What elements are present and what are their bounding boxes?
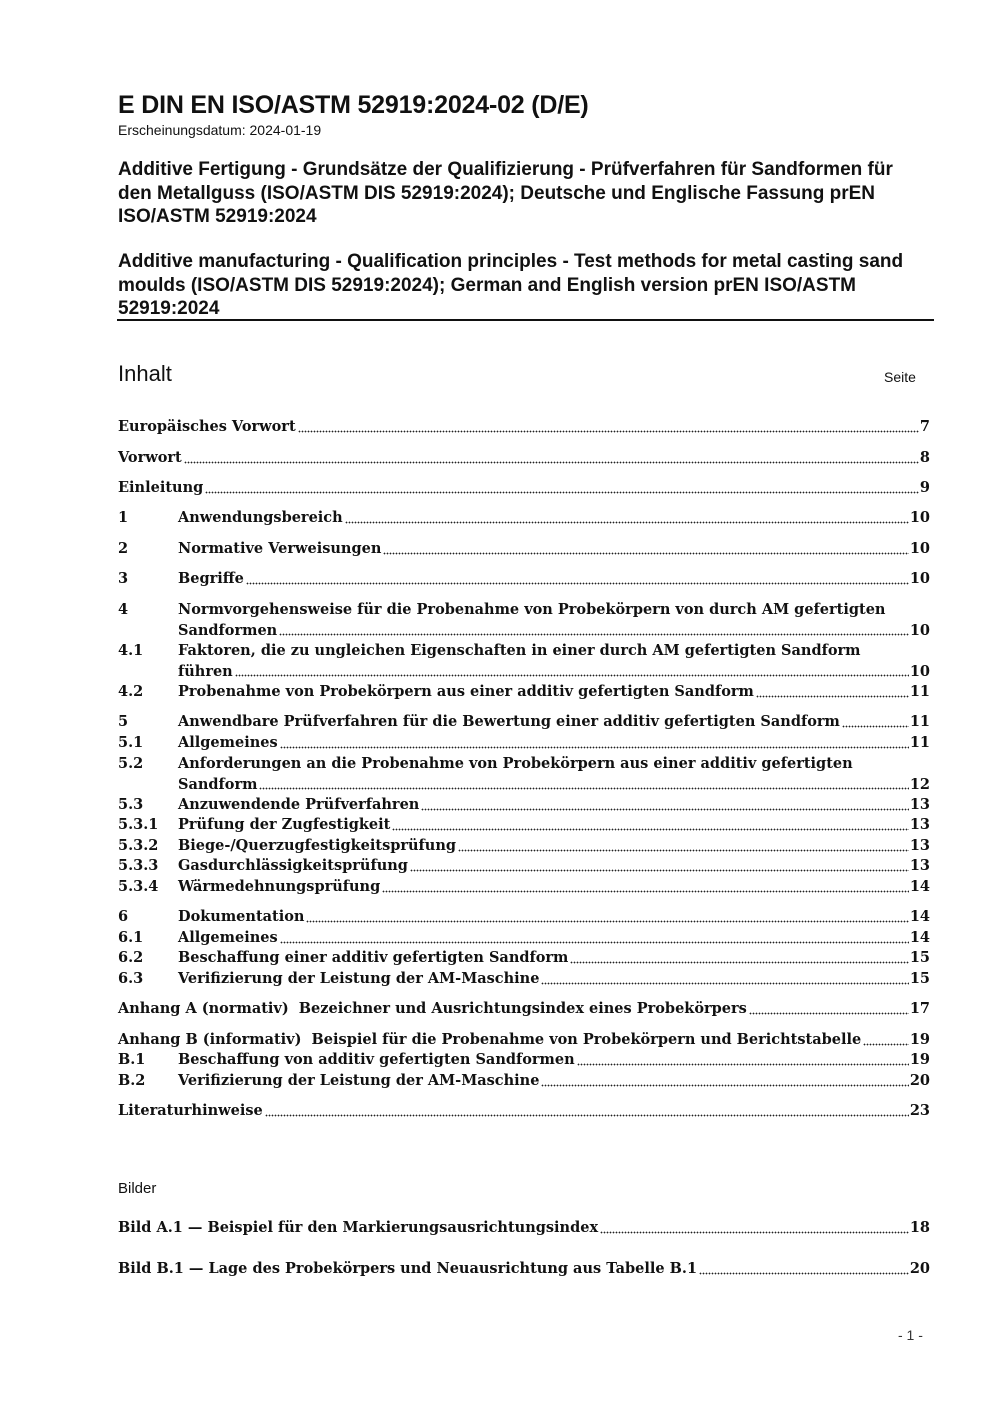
toc-entry-page: 10 xyxy=(909,540,930,557)
document-id: E DIN EN ISO/ASTM 52919:2024-02 (D/E) xyxy=(118,91,589,119)
toc-entry-text: Anhang A (normativ) Bezeichner und Ausrichtungsindex eines Probekörpers xyxy=(118,1000,747,1017)
toc-entry-number: 4 xyxy=(118,601,129,618)
toc-page-column-label: Seite xyxy=(884,369,916,385)
leader-dots xyxy=(184,459,919,464)
figure-entry-b-1[interactable] xyxy=(118,1259,930,1280)
toc-entry-number: B.2 xyxy=(118,1072,146,1089)
toc-entry-text: führen xyxy=(178,662,233,680)
toc-entry-text-line1: Anforderungen an die Probenahme von Probekörpern aus einer additiv gefertigten xyxy=(178,755,853,772)
leader-dots xyxy=(235,672,909,677)
toc-entry-number: 4.2 xyxy=(118,683,144,700)
toc-entry-number: 5 xyxy=(118,713,129,730)
toc-entry-text: Probenahme von Probekörpern aus einer additiv gefertigten Sandform xyxy=(178,683,754,700)
toc-entry-number: 4.1 xyxy=(118,642,144,659)
toc-entry-page: 14 xyxy=(909,929,930,946)
toc-entry-page: 11 xyxy=(909,734,930,751)
toc-entry-page: 15 xyxy=(909,970,930,987)
figure-entry-text: Bild B.1 — Lage des Probekörpers und Neuausrichtung aus Tabelle B.1 xyxy=(118,1260,698,1277)
toc-entry-text: Anhang B (informativ) Beispiel für die Probenahme von Probekörpern und Berichtstabelle xyxy=(118,1031,862,1048)
toc-entry-5-3-3[interactable] xyxy=(118,856,930,877)
toc-entry-number: 5.3.4 xyxy=(118,878,159,895)
leader-dots xyxy=(749,1010,909,1015)
toc-entry-text-line1: Normvorgehensweise für die Probenahme von Probekörpern von durch AM gefertigten xyxy=(178,601,886,618)
leader-dots xyxy=(280,744,909,749)
toc-entry-page: 20 xyxy=(909,1072,930,1089)
toc-entry-page: 11 xyxy=(909,713,930,730)
toc-entry-text: Literaturhinweise xyxy=(118,1102,263,1119)
leader-dots xyxy=(246,580,909,585)
toc-entry-5-3-1[interactable] xyxy=(118,815,930,836)
toc-entry-europaeisches-vorwort[interactable] xyxy=(118,417,930,438)
toc-entry-4-2[interactable] xyxy=(118,682,930,703)
toc-entry-text: Wärmedehnungsprüfung xyxy=(178,878,381,895)
toc-entry-number: B.1 xyxy=(118,1051,146,1068)
toc-entry-5-1[interactable] xyxy=(118,733,930,754)
leader-dots xyxy=(279,631,909,636)
toc-entry-number: 3 xyxy=(118,570,129,587)
toc-entry-anhang-a[interactable] xyxy=(118,999,930,1020)
toc-entry-text: Einleitung xyxy=(118,479,204,496)
toc-entry-5-2[interactable] xyxy=(118,754,930,795)
toc-entry-page: 13 xyxy=(909,837,930,854)
leader-dots xyxy=(382,888,909,893)
toc-entry-text: Sandform xyxy=(178,775,258,793)
toc-entry-6-3[interactable] xyxy=(118,969,930,990)
leader-dots xyxy=(392,826,908,831)
toc-entry-page: 12 xyxy=(909,775,930,793)
toc-entry-text-line1: Faktoren, die zu ungleichen Eigenschaften in einer durch AM gefertigten Sandform xyxy=(178,642,861,659)
publication-date: Erscheinungsdatum: 2024-01-19 xyxy=(118,122,322,138)
toc-entry-b-2[interactable] xyxy=(118,1071,930,1092)
leader-dots xyxy=(265,1112,909,1117)
toc-entry-5[interactable] xyxy=(118,712,930,733)
toc-entry-number: 5.1 xyxy=(118,734,144,751)
toc-entry-4[interactable] xyxy=(118,600,930,641)
toc-entry-page: 7 xyxy=(919,418,930,435)
toc-entry-6[interactable] xyxy=(118,907,930,928)
leader-dots xyxy=(541,980,908,985)
toc-entry-text: Allgemeines xyxy=(178,734,278,751)
toc-entry-2[interactable] xyxy=(118,539,930,560)
toc-entry-text: Biege-/Querzugfestigkeitsprüfung xyxy=(178,837,457,854)
leader-dots xyxy=(577,1061,909,1066)
toc-entry-text: Europäisches Vorwort xyxy=(118,418,296,435)
toc-entry-text: Anwendbare Prüfverfahren für die Bewertung einer additiv gefertigten Sandform xyxy=(178,713,840,730)
toc-entry-number: 6.2 xyxy=(118,949,144,966)
toc-entry-page: 9 xyxy=(919,479,930,496)
toc-entry-text: Anwendungsbereich xyxy=(178,509,343,526)
toc-entry-anhang-b[interactable] xyxy=(118,1030,930,1051)
toc-entry-number: 6.3 xyxy=(118,970,144,987)
toc-entry-5-3-2[interactable] xyxy=(118,836,930,857)
figure-entry-text: Bild A.1 — Beispiel für den Markierungsausrichtungsindex xyxy=(118,1219,599,1236)
toc-entry-text: Verifizierung der Leistung der AM-Maschine xyxy=(178,1072,540,1089)
toc-entry-number: 6 xyxy=(118,908,129,925)
figure-entry-a-1[interactable] xyxy=(118,1218,930,1239)
leader-dots xyxy=(306,918,908,923)
figure-entry-page: 18 xyxy=(909,1219,930,1236)
leader-dots xyxy=(842,723,909,728)
toc-entry-5-3-4[interactable] xyxy=(118,877,930,898)
toc-entry-text: Allgemeines xyxy=(178,929,278,946)
toc-entry-page: 13 xyxy=(909,796,930,813)
toc-entry-number: 5.3.1 xyxy=(118,816,159,833)
toc-entry-number: 5.2 xyxy=(118,755,144,772)
toc-entry-text: Begriffe xyxy=(178,570,244,587)
toc-entry-text: Dokumentation xyxy=(178,908,305,925)
toc-entry-einleitung[interactable] xyxy=(118,478,930,499)
leader-dots xyxy=(756,693,909,698)
toc-entry-page: 14 xyxy=(909,908,930,925)
leader-dots xyxy=(600,1229,909,1234)
toc-entry-page: 17 xyxy=(909,1000,930,1017)
figures-heading: Bilder xyxy=(118,1180,157,1197)
toc-entry-vorwort[interactable] xyxy=(118,448,930,469)
toc-entry-page: 10 xyxy=(909,662,930,680)
toc-entry-page: 13 xyxy=(909,816,930,833)
header-divider xyxy=(117,319,934,321)
title-german: Additive Fertigung - Grundsätze der Qualifizierung - Prüfverfahren für Sandformen für den Metallguss (ISO/ASTM DIS 52919:2024); Deutsche und Englische Fassung prEN ISO/ASTM 52919:2024 xyxy=(118,159,893,227)
leader-dots xyxy=(383,550,908,555)
toc-entry-6-1[interactable] xyxy=(118,928,930,949)
toc-entry-text: Beschaffung einer additiv gefertigten Sandform xyxy=(178,949,569,966)
toc-entry-page: 23 xyxy=(909,1102,930,1119)
toc-entry-page: 11 xyxy=(909,683,930,700)
toc-entry-text: Normative Verweisungen xyxy=(178,540,382,557)
toc-entry-literaturhinweise[interactable] xyxy=(118,1101,930,1122)
leader-dots xyxy=(205,489,919,494)
toc-entry-text: Anzuwendende Prüfverfahren xyxy=(178,796,420,813)
toc-entry-number: 5.3 xyxy=(118,796,144,813)
toc-entry-5-3[interactable] xyxy=(118,795,930,816)
toc-entry-text: Vorwort xyxy=(118,449,182,466)
toc-entry-page: 8 xyxy=(919,449,930,466)
leader-dots xyxy=(280,939,909,944)
figure-entry-page: 20 xyxy=(909,1260,930,1277)
toc-entry-4-1[interactable] xyxy=(118,641,930,682)
toc-entry-page: 15 xyxy=(909,949,930,966)
leader-dots xyxy=(458,847,909,852)
leader-dots xyxy=(259,785,908,790)
toc-entry-b-1[interactable] xyxy=(118,1050,930,1071)
toc-entry-page: 10 xyxy=(909,621,930,639)
toc-entry-number: 5.3.2 xyxy=(118,837,159,854)
toc-entry-text: Sandformen xyxy=(178,621,278,639)
leader-dots xyxy=(570,959,908,964)
leader-dots xyxy=(863,1041,909,1046)
toc-entry-text: Verifizierung der Leistung der AM-Maschine xyxy=(178,970,540,987)
toc-entry-number: 6.1 xyxy=(118,929,144,946)
toc-entry-number: 5.3.3 xyxy=(118,857,159,874)
toc-heading: Inhalt xyxy=(118,361,172,386)
page-number: - 1 - xyxy=(898,1327,923,1343)
leader-dots xyxy=(541,1082,908,1087)
toc-entry-page: 10 xyxy=(909,509,930,526)
leader-dots xyxy=(410,867,909,872)
leader-dots xyxy=(298,428,919,433)
toc-entry-page: 13 xyxy=(909,857,930,874)
toc-entry-page: 19 xyxy=(909,1051,930,1068)
toc-entry-text: Beschaffung von additiv gefertigten Sandformen xyxy=(178,1051,575,1068)
leader-dots xyxy=(699,1270,909,1275)
toc-entry-text: Prüfung der Zugfestigkeit xyxy=(178,816,391,833)
leader-dots xyxy=(421,806,908,811)
toc-entry-1[interactable] xyxy=(118,508,930,529)
toc-entry-page: 14 xyxy=(909,878,930,895)
toc-entry-3[interactable] xyxy=(118,569,930,590)
toc-entry-number: 2 xyxy=(118,540,129,557)
toc-entry-page: 19 xyxy=(909,1031,930,1048)
toc-entry-number: 1 xyxy=(118,509,129,526)
toc-entry-6-2[interactable] xyxy=(118,948,930,969)
toc-entry-page: 10 xyxy=(909,570,930,587)
title-english: Additive manufacturing - Qualification principles - Test methods for metal casting sand moulds (ISO/ASTM DIS 52919:2024); German and English version prEN ISO/ASTM 52919:2024 xyxy=(118,251,904,319)
leader-dots xyxy=(345,519,909,524)
toc-entry-text: Gasdurchlässigkeitsprüfung xyxy=(178,857,408,874)
